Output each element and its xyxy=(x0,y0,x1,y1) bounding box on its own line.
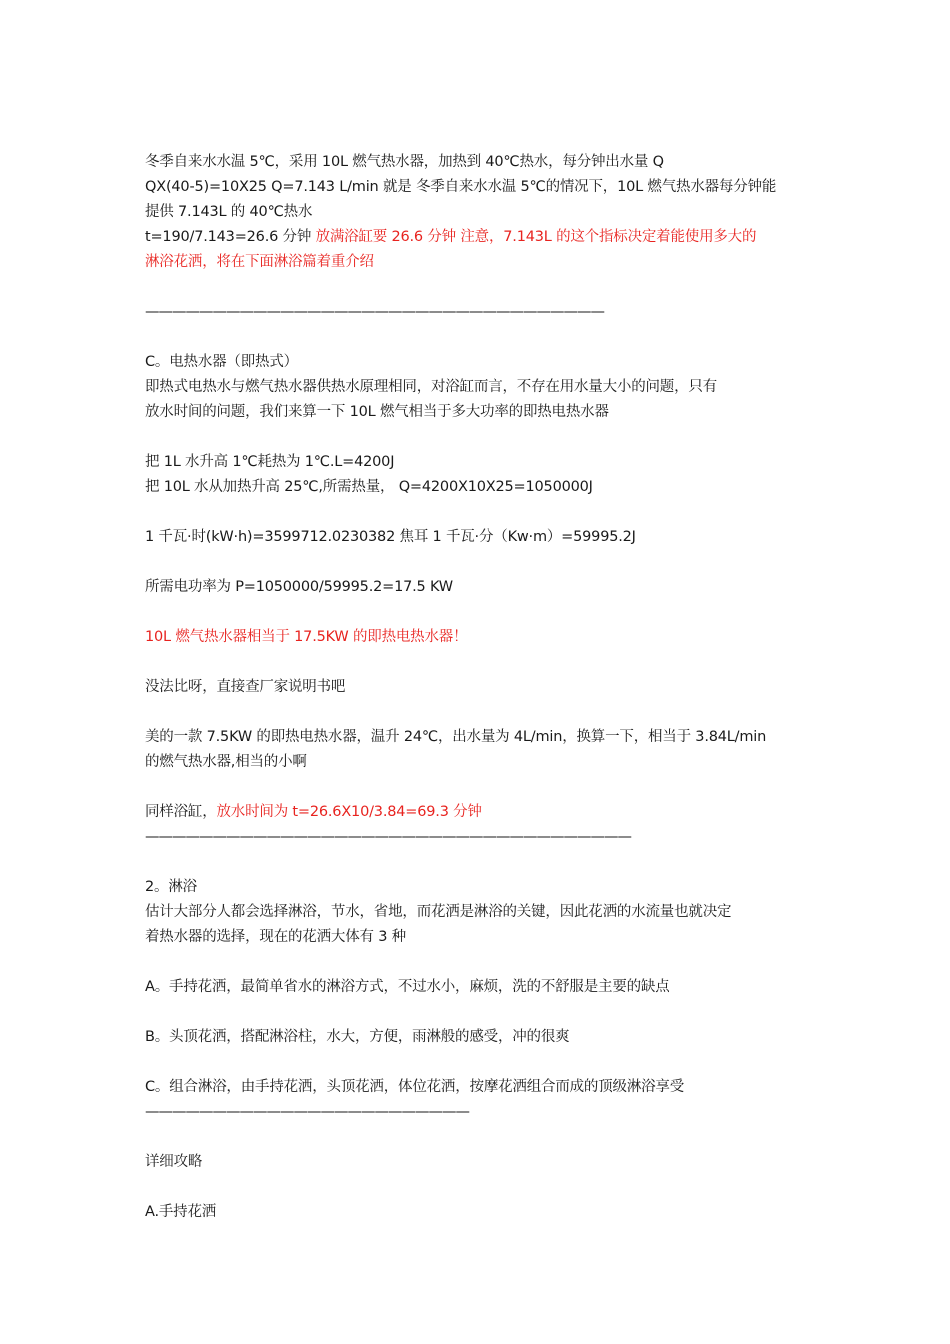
paragraph-line: 提供 7.143L 的 40℃热水 xyxy=(145,204,313,220)
paragraph-line: 即热式电热水与燃气热水器供热水原理相同，对浴缸而言，不存在用水量大小的问题，只有 xyxy=(145,379,717,395)
plain-text: 同样浴缸， xyxy=(145,804,217,820)
formula-text: t=190/7.143=26.6 分钟 xyxy=(145,229,316,245)
section-title: C。电热水器（即热式） xyxy=(145,354,298,370)
calc-line: 把 10L 水从加热升高 25℃,所需热量， Q=4200X10X25=1050000J xyxy=(145,479,593,495)
highlight-text: 放满浴缸要 26.6 分钟 注意，7.143L 的这个指标决定着能使用多大的 xyxy=(315,229,757,245)
paragraph-line xyxy=(145,225,810,250)
document-body xyxy=(145,150,810,1225)
list-item: A。手持花洒，最简单省水的淋浴方式，不过水小，麻烦，洗的不舒服是主要的缺点 xyxy=(145,979,670,995)
divider-rule: ———————————————————————————————————— xyxy=(145,829,631,845)
highlight-text: 放水时间为 t=26.6X10/3.84=69.3 分钟 xyxy=(216,804,482,820)
list-item: B。头顶花洒，搭配淋浴柱，水大，方便，雨淋般的感受，冲的很爽 xyxy=(145,1029,570,1045)
paragraph-line: 没法比呀，直接查厂家说明书吧 xyxy=(145,679,346,695)
paragraph-line: 估计大部分人都会选择淋浴，节水，省地，而花洒是淋浴的关键，因此花洒的水流量也就决定 xyxy=(145,904,732,920)
divider-rule: —————————————————————————————————— xyxy=(145,304,604,320)
section-title: 2。淋浴 xyxy=(145,879,197,895)
subsection-title: A.手持花洒 xyxy=(145,1204,217,1220)
paragraph-line xyxy=(145,800,810,825)
list-item: C。组合淋浴，由手持花洒，头顶花洒，体位花洒，按摩花洒组合而成的顶级淋浴享受 xyxy=(145,1079,685,1095)
paragraph-line: 着热水器的选择，现在的花洒大体有 3 种 xyxy=(145,929,406,945)
paragraph-line: 放水时间的问题，我们来算一下 10L 燃气相当于多大功率的即热电热水器 xyxy=(145,404,609,420)
paragraph-line: QX(40-5)=10X25 Q=7.143 L/min 就是 冬季自来水水温 5℃的情况下，10L 燃气热水器每分钟能 xyxy=(145,179,777,195)
conclusion-highlight: 10L 燃气热水器相当于 17.5KW 的即热电热水器！ xyxy=(145,629,468,645)
paragraph-line: 冬季自来水水温 5℃，采用 10L 燃气热水器，加热到 40℃热水，每分钟出水量 Q xyxy=(145,154,664,170)
power-calc: 所需电功率为 P=1050000/59995.2=17.5 KW xyxy=(145,579,453,595)
paragraph-line: 的燃气热水器,相当的小啊 xyxy=(145,754,307,770)
calc-line: 把 1L 水升高 1℃耗热为 1℃.L=4200J xyxy=(145,454,395,470)
unit-conversion: 1 千瓦·时(kW·h)=3599712.0230382 焦耳 1 千瓦·分（Kw·m）=59995.2J xyxy=(145,529,636,545)
highlight-text: 淋浴花洒，将在下面淋浴篇着重介绍 xyxy=(145,254,374,270)
divider-rule: ———————————————————————— xyxy=(145,1104,469,1120)
section-title: 详细攻略 xyxy=(145,1154,203,1170)
paragraph-line: 美的一款 7.5KW 的即热电热水器，温升 24℃，出水量为 4L/min，换算一下，相当于 3.84L/min xyxy=(145,729,767,745)
